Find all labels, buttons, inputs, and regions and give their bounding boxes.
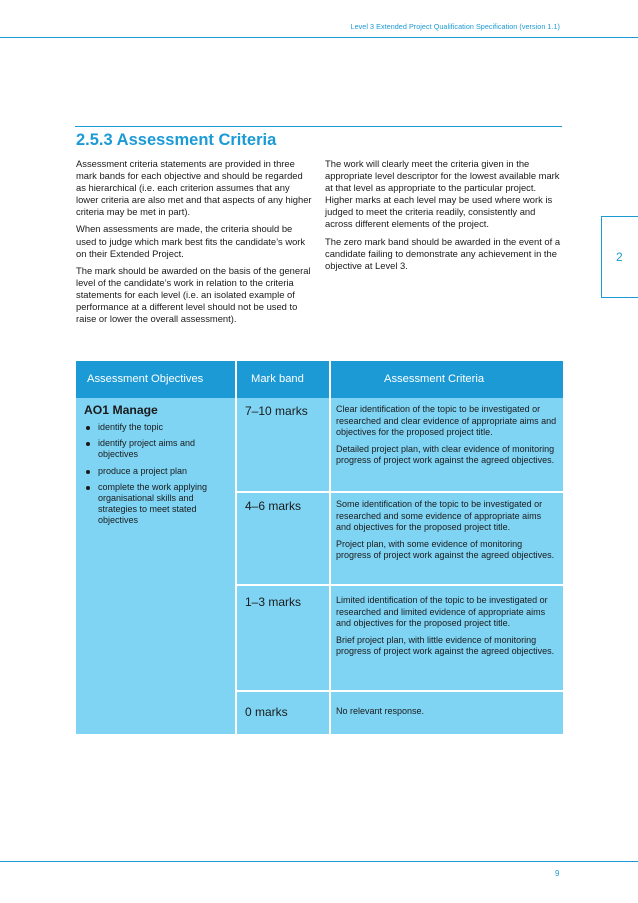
column-divider	[235, 361, 237, 734]
list-item: produce a project plan	[84, 466, 229, 477]
column-divider	[329, 361, 331, 734]
criteria-text: Detailed project plan, with clear evidence of monitoring progress of project work against the agreed objectives.	[336, 443, 555, 466]
list-item: identify the topic	[84, 422, 229, 433]
header-mark-band: Mark band	[251, 373, 304, 385]
page-number: 9	[555, 869, 560, 878]
table-header-row	[76, 361, 563, 398]
list-item: complete the work applying organisational skills and strategies to meet stated objectives	[84, 482, 229, 527]
section-title: 2.5.3 Assessment Criteria	[76, 131, 277, 149]
intro-paragraph: The mark should be awarded on the basis of the general level of the candidate’s work in relation to the criteria statements for each level (i.e. an isolated example of performance at a different level should not be used to raise or lower the overall assessment).	[76, 264, 311, 325]
mark-band-label: 0 marks	[245, 705, 288, 719]
criteria-cell	[336, 595, 558, 663]
criteria-text: Project plan, with some evidence of monitoring progress of project work against the agreed objectives.	[336, 538, 555, 561]
criteria-text: No relevant response.	[336, 706, 425, 716]
header-assessment-objectives: Assessment Objectives	[87, 373, 204, 385]
chapter-side-tab	[601, 216, 638, 298]
mark-band-label: 4–6 marks	[245, 499, 302, 513]
criteria-text: Brief project plan, with little evidence of monitoring progress of project work against the agreed objectives.	[336, 634, 555, 657]
intro-paragraph: When assessments are made, the criteria should be used to judge which mark best fits the candidate’s work on their Extended Project.	[76, 223, 306, 259]
intro-paragraph: The work will clearly meet the criteria given in the appropriate level descriptor for the lowest available mark at that level as appropriate to the particular project. Higher marks at each level may be used where work is judged to meet the criteria readily, consistently and across different elements of the project.	[325, 158, 560, 230]
mark-band-label: 7–10 marks	[245, 404, 308, 418]
header-rule	[0, 37, 638, 38]
objective-title: AO1 Manage	[84, 403, 158, 417]
criteria-cell	[336, 404, 558, 472]
intro-column-left	[76, 158, 314, 330]
criteria-text: Limited identification of the topic to be investigated or researched and limited evidence of appropriate aims and objectives for the proposed project title.	[336, 595, 548, 629]
mark-band-label: 1–3 marks	[245, 595, 302, 609]
intro-paragraph: The zero mark band should be awarded in the event of a candidate failing to demonstrate any achievement in the objective at Level 3.	[325, 235, 561, 271]
objective-bullet-list	[84, 422, 229, 527]
intro-column-right	[325, 158, 565, 277]
intro-paragraph: Assessment criteria statements are provided in three mark bands for each objective and should be regarded as hierarchical (i.e. each criterion assumes that any lower criteria are also met and that aspects of any higher criteria may be met in part).	[76, 158, 312, 218]
criteria-cell	[336, 499, 558, 567]
running-header: Level 3 Extended Project Qualification Specification (version 1.1)	[350, 22, 560, 31]
criteria-text: Clear identification of the topic to be investigated or researched and clear evidence of appropriate aims and objectives for the proposed project title.	[336, 404, 557, 438]
row-divider	[235, 491, 563, 493]
chapter-number: 2	[616, 250, 623, 264]
row-divider	[235, 584, 563, 586]
list-item: identify project aims and objectives	[84, 438, 229, 460]
criteria-cell	[336, 706, 558, 722]
row-divider	[235, 690, 563, 692]
section-rule	[75, 126, 562, 127]
objective-cell	[84, 403, 229, 532]
assessment-criteria-table	[76, 361, 563, 734]
criteria-text: Some identification of the topic to be investigated or researched and some evidence of appropriate aims and objectives for the proposed project title.	[336, 499, 543, 533]
footer-rule	[0, 861, 638, 862]
header-assessment-criteria: Assessment Criteria	[384, 373, 485, 385]
